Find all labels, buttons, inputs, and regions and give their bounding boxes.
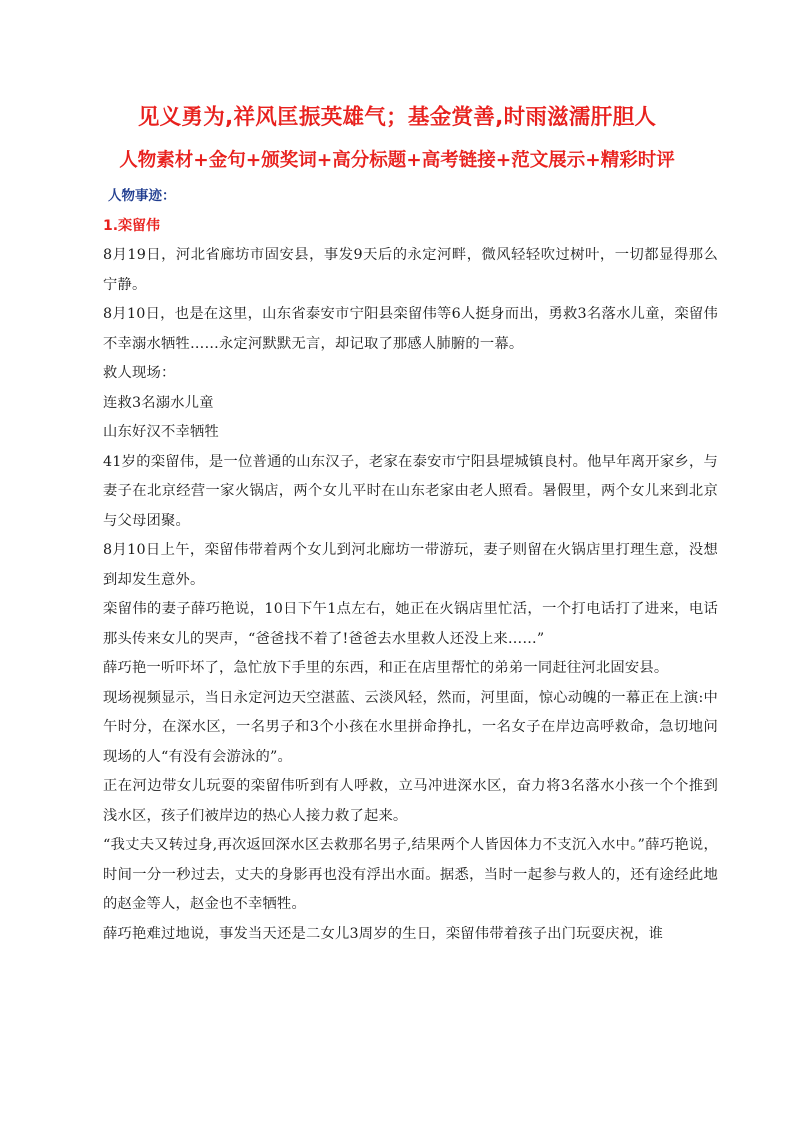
paragraph: 连救3名溺水儿童 bbox=[103, 394, 214, 411]
paragraph: 薛巧艳难过地说，事发当天还是二女儿3周岁的生日，栾留伟带着孩子出门玩耍庆祝，谁 bbox=[103, 925, 664, 942]
paragraph: 正在河边带女儿玩耍的栾留伟听到有人呼救，立马冲进深水区，奋力将3名落水小孩一个个推到浅水区，孩子们被岸边的热心人接力救了起来。 bbox=[103, 778, 718, 824]
person-heading: 1.栾留伟 bbox=[103, 218, 161, 234]
paragraph: 薛巧艳一听吓坏了，急忙放下手里的东西，和正在店里帮忙的弟弟一同赶往河北固安县。 bbox=[103, 660, 669, 676]
section-label: 人物事迹： bbox=[108, 188, 176, 204]
document-subtitle: 人物素材+金句+颁奖词+高分标题+高考链接+范文展示+精彩时评 bbox=[119, 150, 675, 171]
paragraph: 8月10日，也是在这里，山东省泰安市宁阳县栾留伟等6人挺身而出，勇救3名落水儿童，栾留伟不幸溺水牺牲……永定河默默无言，却记取了那感人肺腑的一幕。 bbox=[103, 306, 718, 352]
paragraph: 栾留伟的妻子薛巧艳说，10日下午1点左右，她正在火锅店里忙活，一个打电话打了进来，电话那头传来女儿的哭声，“爸爸找不着了!爸爸去水里救人还没上来……” bbox=[103, 601, 718, 647]
document-title: 见义勇为,祥风匡振英雄气；基金赏善,时雨滋濡肝胆人 bbox=[137, 105, 657, 130]
paragraph: 8月10日上午，栾留伟带着两个女儿到河北廊坊一带游玩，妻子则留在火锅店里打理生意，没想到却发生意外。 bbox=[103, 542, 718, 588]
paragraph: 41岁的栾留伟，是一位普通的山东汉子，老家在泰安市宁阳县堽城镇良村。他早年离开家乡，与妻子在北京经营一家火锅店，两个女儿平时在山东老家由老人照看。暑假里，两个女儿来到北京与父母团聚。 bbox=[103, 453, 718, 529]
paragraph: 救人现场： bbox=[103, 365, 176, 381]
paragraph: 现场视频显示，当日永定河边天空湛蓝、云淡风轻，然而，河里面，惊心动魄的一幕正在上演:中午时分，在深水区，一名男子和3个小孩在水里拼命挣扎，一名女子在岸边高呼救命，急切地问现场的人“有没有会游泳的”。 bbox=[103, 689, 718, 765]
paragraph: 山东好汉不幸牺牲 bbox=[103, 424, 219, 440]
paragraph: 8月19日，河北省廊坊市固安县，事发9天后的永定河畔，微风轻轻吹过树叶，一切都显得那么宁静。 bbox=[103, 247, 718, 293]
paragraph: “我丈夫又转过身,再次返回深水区去救那名男子,结果两个人皆因体力不支沉入水中。”薛巧艳说，时间一分一秒过去，丈夫的身影再也没有浮出水面。据悉，当时一起参与救人的，还有途经此地的赵金等人，赵金也不幸牺牲。 bbox=[103, 837, 718, 912]
document-body bbox=[103, 182, 718, 949]
